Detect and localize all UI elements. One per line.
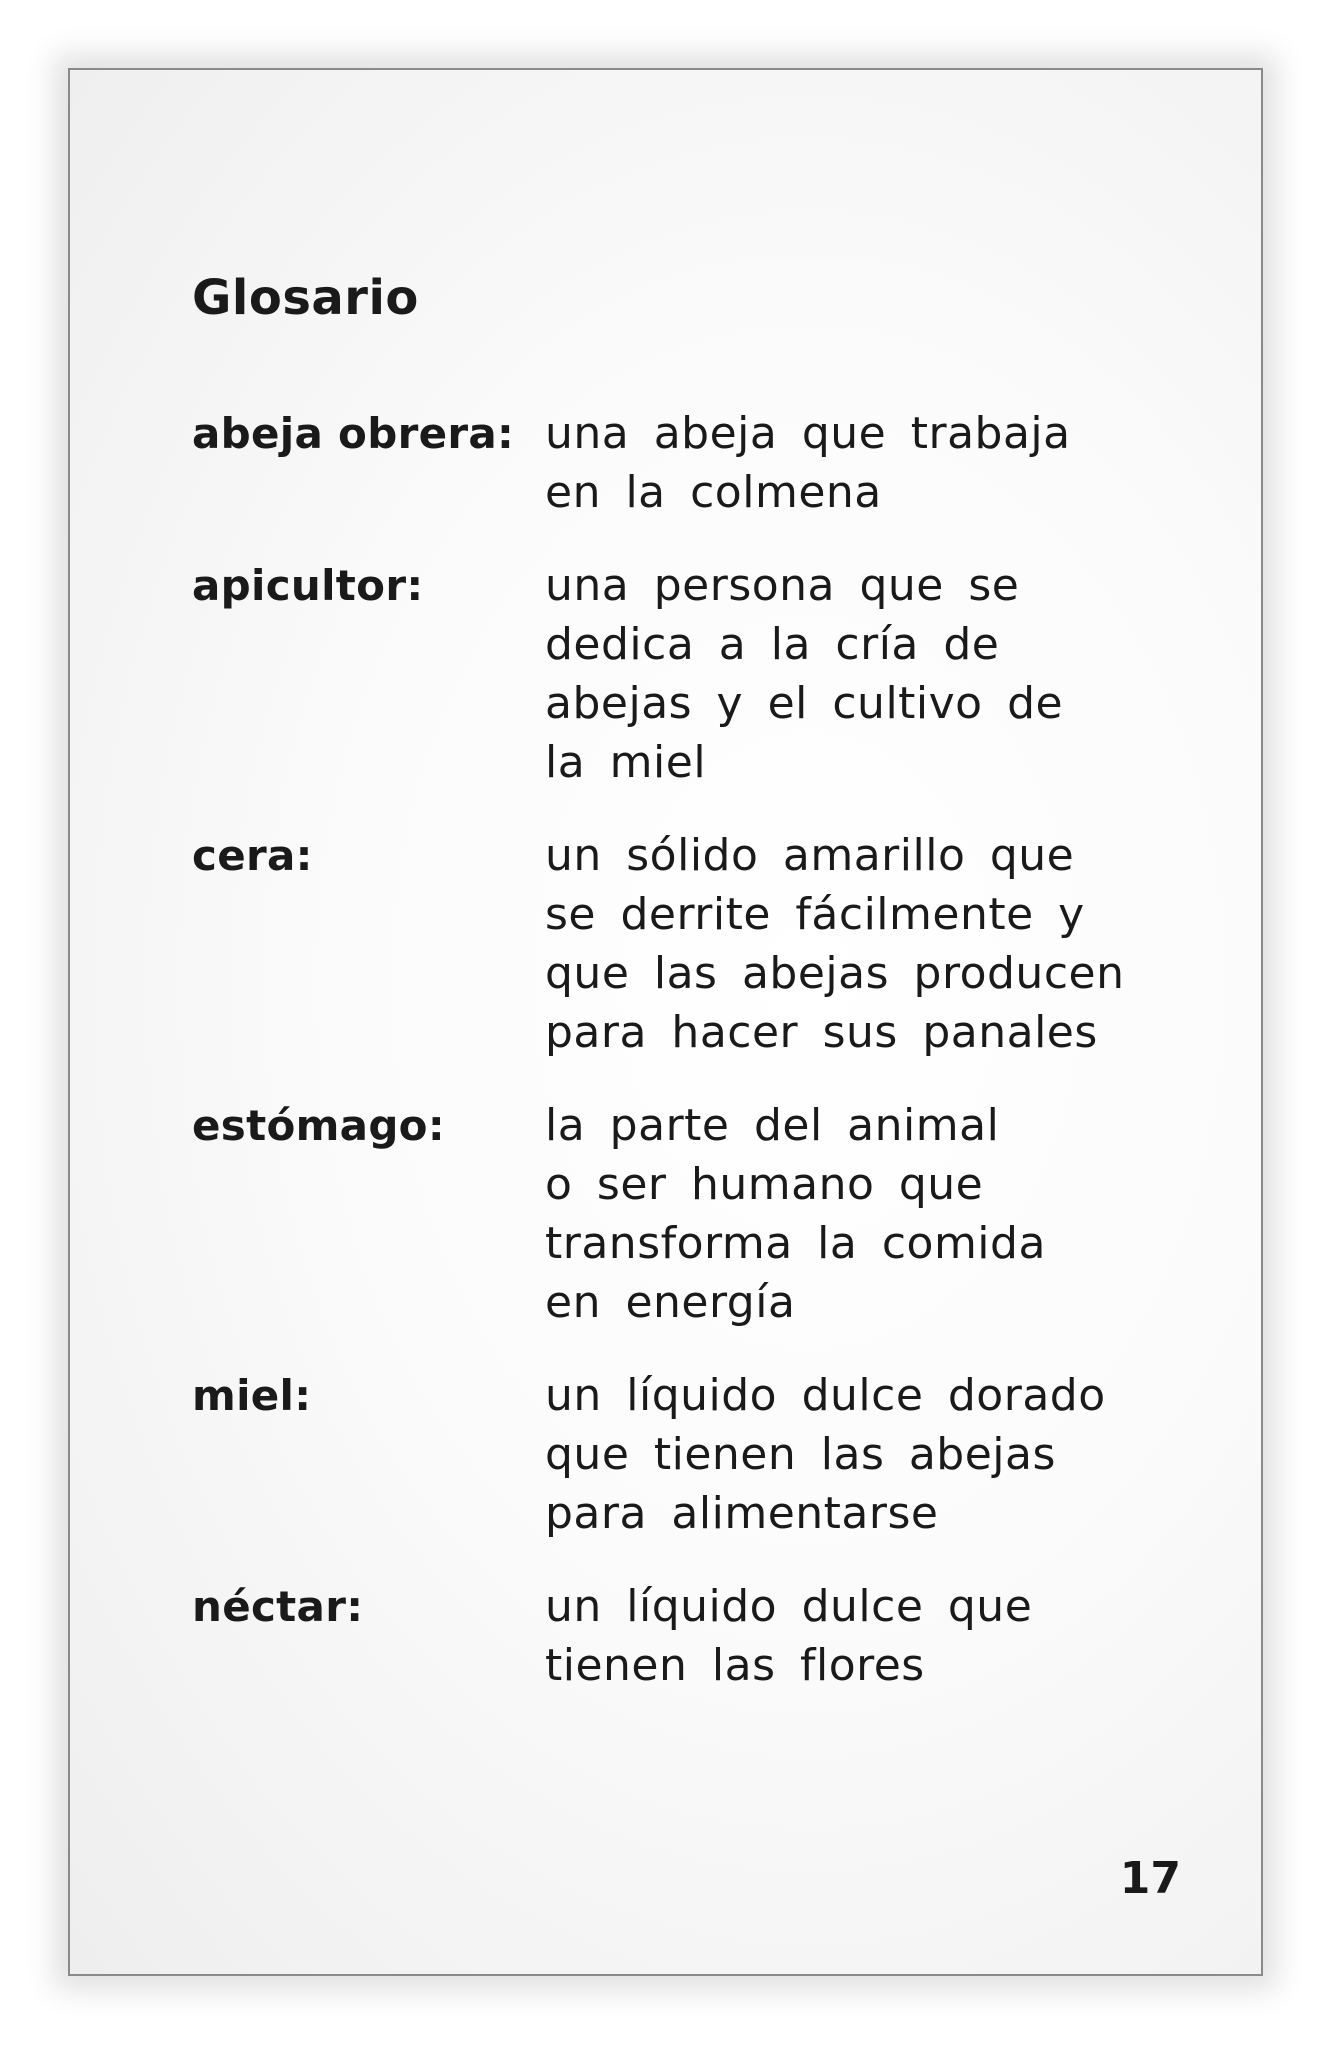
- glossary-term: apicultor:: [192, 561, 424, 610]
- glossary-list: [192, 404, 1192, 1729]
- page-number: 17: [1119, 1853, 1181, 1904]
- glossary-entry: [192, 1096, 1192, 1332]
- definition-line: en energía: [545, 1277, 796, 1328]
- definition-line: una abeja que trabaja: [545, 408, 1071, 459]
- definition-line: se derrite fácilmente y: [545, 889, 1085, 940]
- glossary-definition: [545, 1366, 1192, 1543]
- definition-line: tienen las flores: [545, 1640, 925, 1691]
- definition-line: que tienen las abejas: [545, 1429, 1056, 1480]
- definition-line: para alimentarse: [545, 1488, 939, 1539]
- definition-line: que las abejas producen: [545, 948, 1125, 999]
- definition-line: la miel: [545, 737, 707, 788]
- definition-line: una persona que se: [545, 560, 1020, 611]
- page-title: Glosario: [192, 270, 419, 326]
- glossary-entry: [192, 826, 1192, 1062]
- glossary-definition: [545, 404, 1192, 522]
- glossary-term: estómago:: [192, 1101, 445, 1150]
- glossary-term: cera:: [192, 831, 313, 880]
- glossary-entry: [192, 556, 1192, 792]
- glossary-entry: [192, 1577, 1192, 1695]
- definition-line: o ser humano que: [545, 1159, 984, 1210]
- glossary-definition: [545, 1096, 1192, 1332]
- glossary-definition: [545, 826, 1192, 1062]
- glossary-entry: [192, 404, 1192, 522]
- glossary-term: abeja obrera:: [192, 409, 515, 458]
- definition-line: abejas y el cultivo de: [545, 678, 1064, 729]
- definition-line: dedica a la cría de: [545, 619, 1000, 670]
- definition-line: un líquido dulce que: [545, 1581, 1033, 1632]
- definition-line: un sólido amarillo que: [545, 830, 1075, 881]
- definition-line: en la colmena: [545, 467, 882, 518]
- glossary-definition: [545, 556, 1192, 792]
- definition-line: la parte del animal: [545, 1100, 1000, 1151]
- definition-line: transforma la comida: [545, 1218, 1046, 1269]
- definition-line: para hacer sus panales: [545, 1007, 1098, 1058]
- glossary-term: néctar:: [192, 1582, 364, 1631]
- book-page: [68, 68, 1263, 1976]
- glossary-entry: [192, 1366, 1192, 1543]
- glossary-term: miel:: [192, 1371, 312, 1420]
- glossary-definition: [545, 1577, 1192, 1695]
- definition-line: un líquido dulce dorado: [545, 1370, 1106, 1421]
